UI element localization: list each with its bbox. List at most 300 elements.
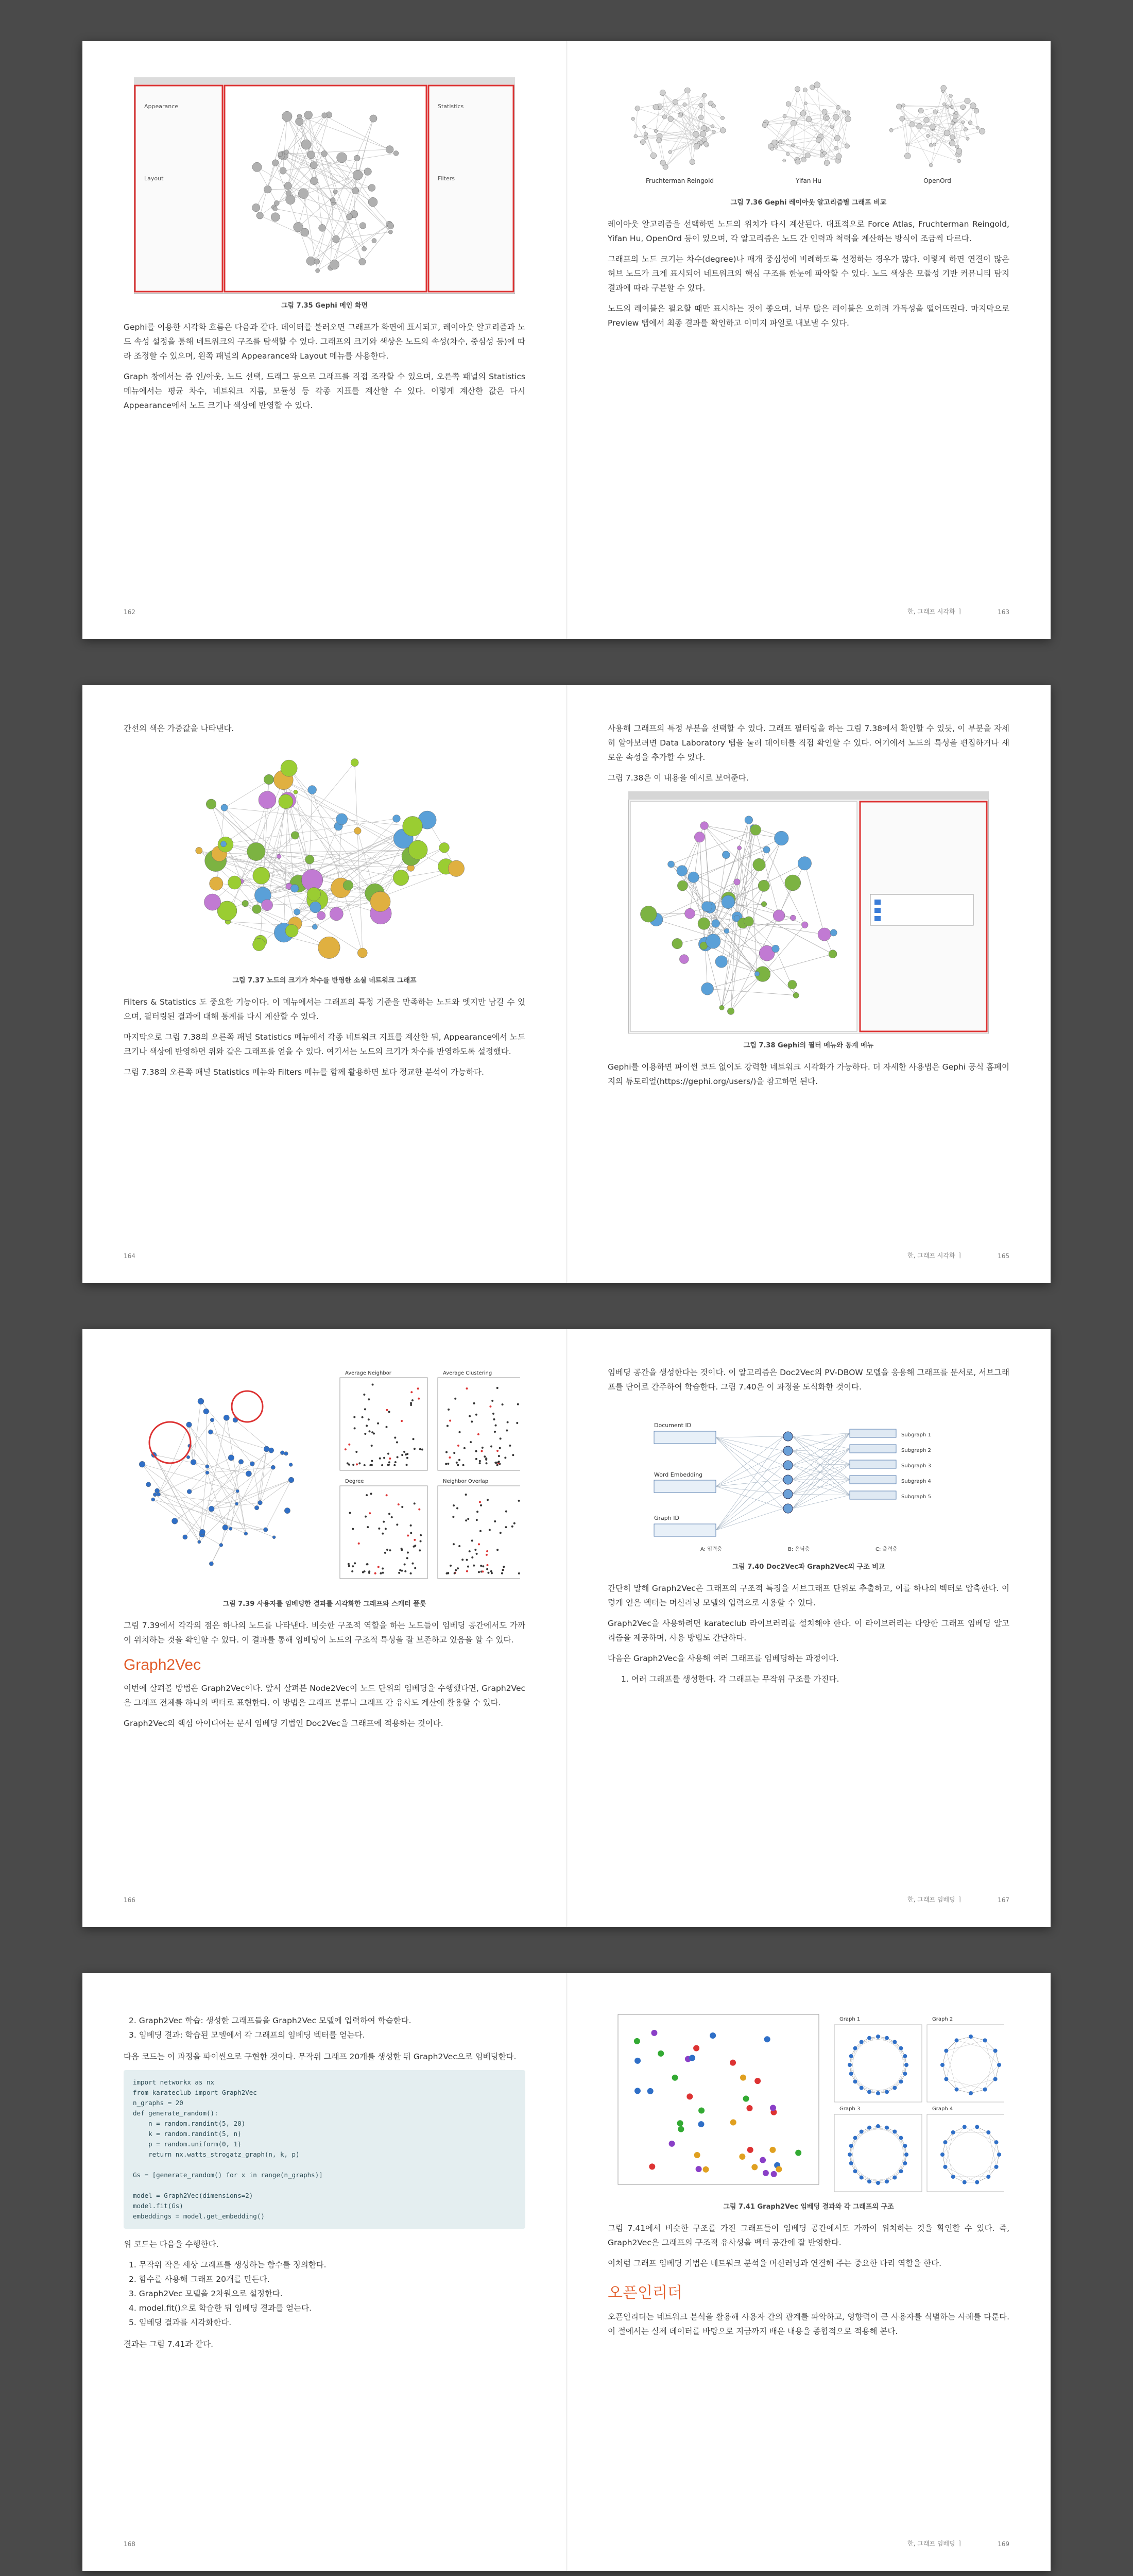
scatter-point — [364, 1408, 366, 1410]
graph-node — [271, 1465, 275, 1469]
graph-node — [946, 105, 950, 109]
graph-node — [834, 135, 840, 141]
scatter-point — [391, 1516, 393, 1518]
scatter-point — [389, 1549, 391, 1551]
graph-node — [734, 916, 740, 922]
graph-node — [805, 152, 810, 158]
graph-node — [772, 945, 780, 953]
figure-caption: 그림 7.36 Gephi 레이아웃 알고리즘별 그래프 비교 — [730, 199, 887, 207]
graph-node — [279, 794, 293, 809]
graph-node — [833, 114, 839, 121]
scatter-point — [466, 1387, 468, 1389]
graph-node — [803, 88, 807, 92]
svg-text:Filters: Filters — [438, 175, 455, 182]
graph-node — [785, 875, 801, 891]
graph-edge — [212, 1453, 283, 1509]
scatter-point — [494, 1520, 496, 1522]
graph-node — [737, 846, 741, 850]
graph-node — [386, 146, 393, 154]
svg-text:Appearance: Appearance — [144, 103, 179, 110]
scatter-point — [486, 1564, 488, 1566]
scatter-point — [394, 1437, 396, 1439]
graph-node — [712, 130, 715, 133]
graph-node — [997, 2063, 1001, 2067]
graph-node — [242, 900, 249, 907]
graph-node — [853, 2079, 857, 2083]
scatter-point — [496, 1549, 499, 1551]
scatter-point — [365, 1516, 367, 1518]
output-box — [850, 1491, 896, 1499]
graph-node — [962, 121, 965, 124]
graph-node — [993, 2049, 998, 2053]
graph-node — [899, 2046, 903, 2050]
graph-node — [198, 1398, 204, 1404]
scatter-point — [345, 1448, 347, 1450]
scatter-point — [447, 1463, 449, 1465]
graph-node — [790, 915, 796, 921]
page-number: 165 — [998, 1252, 1009, 1260]
scatter-point — [500, 1532, 502, 1534]
scatter-point — [467, 1518, 469, 1520]
graph-node — [284, 182, 291, 190]
scatter-point — [493, 1418, 495, 1420]
scatter-point — [386, 1549, 388, 1551]
graph-node — [305, 855, 314, 864]
scatter-point — [479, 1501, 481, 1503]
connection — [793, 1433, 850, 1480]
scatter-point — [469, 1550, 471, 1552]
scatter-point — [678, 2126, 684, 2132]
scatter-point — [396, 1441, 398, 1443]
graph-node — [968, 121, 972, 125]
scatter-point — [453, 1504, 455, 1506]
scatter-point — [348, 1565, 350, 1567]
graph-node — [393, 151, 399, 156]
scatter-point — [464, 1447, 466, 1449]
paragraph: 다음은 Graph2Vec을 사용해 여러 그래프를 임베딩하는 과정이다. — [608, 1654, 839, 1663]
scatter-point — [447, 1425, 449, 1427]
graph-edge — [765, 125, 803, 160]
scatter-point — [389, 1458, 391, 1460]
spread-2 — [82, 685, 1051, 1283]
graph-node — [186, 1455, 190, 1459]
connection — [716, 1494, 783, 1530]
scatter-point — [517, 1403, 519, 1405]
graph-node — [277, 854, 281, 859]
scatter-point — [466, 1570, 468, 1572]
graph-edge — [266, 1480, 291, 1530]
graph-node — [244, 1532, 248, 1535]
graph-node — [853, 2046, 857, 2050]
spread-3 — [82, 1329, 1051, 1927]
scatter-point — [651, 2030, 657, 2036]
scatter-point — [751, 2164, 758, 2170]
scatter-point — [354, 1427, 356, 1429]
figure-caption: 그림 7.39 사용자를 임베딩한 결과를 시각화한 그래프와 스캐터 플롯 — [222, 1600, 426, 1608]
scatter-point — [469, 1415, 471, 1417]
graph-node — [698, 918, 710, 929]
graph-node — [979, 128, 985, 134]
graph-node — [228, 876, 242, 889]
graph-node — [677, 880, 688, 891]
graph-node — [904, 2063, 908, 2067]
graph-edge — [812, 87, 838, 107]
svg-text:Layout: Layout — [144, 175, 164, 182]
scatter-point — [445, 1463, 447, 1465]
list-item: 2. Graph2Vec 학습: 생성한 그래프들을 Graph2Vec 모델에 입력하여 학습한다. — [129, 2016, 411, 2025]
graph-node — [957, 159, 961, 163]
graph-node — [332, 235, 339, 243]
graph-node — [146, 1482, 151, 1487]
graph-node — [904, 2153, 908, 2157]
graph-node — [359, 258, 366, 265]
scatter-point — [458, 1431, 460, 1433]
page-167 — [566, 1329, 1051, 1927]
graph-node — [351, 759, 358, 767]
graph-node — [970, 103, 976, 109]
graph-node — [298, 189, 308, 199]
graph-node — [668, 150, 672, 154]
scatter-point — [475, 1414, 477, 1416]
connection — [716, 1486, 783, 1494]
graph-node — [282, 111, 293, 122]
graph-node — [904, 153, 911, 159]
graph-node — [933, 110, 938, 114]
scatter-point — [487, 1572, 489, 1574]
scatter-point — [698, 2121, 704, 2127]
scatter-point — [754, 2078, 761, 2084]
diagram-label: Subgraph 3 — [901, 1463, 931, 1469]
graph-node — [903, 2144, 907, 2148]
scatter-point — [447, 1572, 449, 1574]
graph-node — [830, 929, 837, 936]
graph-node — [779, 141, 782, 144]
graph-node — [791, 144, 794, 147]
graph-node — [354, 827, 362, 835]
running-header: 한, 그래프 시각화 ㅣ — [907, 1252, 963, 1259]
graph-node — [969, 2035, 973, 2039]
graph-node — [762, 122, 767, 127]
graph-node — [654, 129, 658, 133]
graph-node — [370, 891, 390, 911]
running-header: 한, 그래프 시각화 ㅣ — [907, 608, 963, 615]
graph-node — [975, 2180, 979, 2184]
scatter-point — [382, 1572, 384, 1574]
social-network-graph — [170, 742, 479, 969]
graph-node — [955, 2038, 959, 2042]
graph-node — [388, 223, 394, 229]
graph-node — [370, 115, 377, 122]
graph-node — [892, 2130, 897, 2134]
scatter-point — [494, 1431, 496, 1433]
scatter-point — [479, 1462, 481, 1464]
connection — [716, 1436, 783, 1437]
graph-node — [944, 130, 950, 136]
graph-node — [290, 885, 299, 893]
connection — [716, 1437, 783, 1451]
graph-edge — [237, 1491, 246, 1533]
graph-node — [330, 260, 339, 269]
scatter-point — [480, 1504, 482, 1506]
page-168 — [82, 1973, 566, 2571]
diagram-legend: C: 출력층 — [876, 1547, 898, 1552]
graph-node — [896, 104, 901, 109]
scatter-point — [473, 1402, 475, 1404]
graph-node — [867, 2036, 871, 2040]
scatter-point — [696, 2166, 702, 2172]
scatter-point — [769, 2147, 776, 2153]
scatter-point — [474, 1549, 476, 1551]
highlight-circle — [149, 1422, 191, 1463]
scatter-point — [363, 1394, 365, 1396]
scatter-point — [486, 1568, 488, 1570]
scatter-point — [485, 1458, 487, 1460]
scatter-point — [397, 1456, 399, 1458]
graph-node — [388, 230, 392, 234]
scatter-point — [491, 1400, 493, 1402]
scatter-point — [372, 1384, 374, 1386]
scatter-point — [462, 1464, 465, 1466]
graph-edge — [260, 1449, 267, 1503]
graph-node — [259, 791, 276, 809]
paragraph: 다음 코드는 이 과정을 파이썬으로 구현한 것이다. 무작위 그래프 20개를 생성한 뒤 Graph2Vec으로 임베딩한다. — [124, 2052, 517, 2061]
graph-node — [301, 869, 322, 890]
scatter-point — [398, 1572, 400, 1574]
graph-node — [753, 858, 765, 871]
scatter-point — [730, 2119, 736, 2125]
graph-node — [693, 131, 699, 138]
graph-node — [860, 2040, 864, 2044]
graph-node — [253, 938, 265, 951]
graph-node — [900, 116, 905, 122]
graph-node — [273, 207, 278, 211]
scatter-point — [467, 1566, 469, 1568]
scatter-point — [384, 1552, 386, 1554]
list-item: 1. 여러 그래프를 생성한다. 각 그래프는 무작위 구조를 가진다. — [621, 1674, 839, 1684]
scatter-point — [512, 1454, 514, 1456]
running-header: 한, 그래프 임베딩 ㅣ — [907, 1896, 963, 1903]
scatter-point — [480, 1450, 483, 1452]
scatter-point — [398, 1503, 400, 1505]
graph-node — [909, 122, 915, 127]
graph-node — [336, 814, 348, 825]
scatter-point — [366, 1563, 368, 1565]
graph-node — [773, 910, 785, 922]
graph-node — [836, 105, 840, 109]
plot-frame — [340, 1486, 427, 1579]
connection — [716, 1509, 783, 1530]
scatter-point — [516, 1422, 518, 1424]
connection — [716, 1486, 783, 1509]
graph-node — [359, 223, 366, 229]
diagram-legend: A: 입력층 — [700, 1547, 723, 1552]
page-number: 169 — [998, 2540, 1009, 2548]
layout-label-3: OpenOrd — [923, 177, 951, 184]
scatter-point — [482, 1565, 484, 1567]
scatter-point — [471, 1539, 473, 1541]
paragraph: 그림 7.38의 오른쪽 패널 Statistics 메뉴와 Filters 메뉴를 함께 활용하면 보다 정교한 분석이 가능하다. — [124, 1067, 484, 1077]
scatter-point — [455, 1569, 457, 1571]
graph-node — [694, 832, 705, 842]
scatter-point — [420, 1534, 422, 1536]
scatter-point — [410, 1524, 412, 1527]
graph-node — [321, 150, 328, 157]
scatter-point — [354, 1562, 356, 1564]
graph-edge — [235, 1420, 271, 1450]
graph-node — [899, 2079, 903, 2083]
connection — [793, 1436, 850, 1480]
connection — [793, 1464, 850, 1494]
panel-title: Average Neighbor — [345, 1370, 391, 1376]
connection — [793, 1449, 850, 1451]
graph-node — [917, 123, 922, 129]
graph-node — [183, 1535, 187, 1539]
graph-node — [650, 152, 657, 159]
graph-node — [151, 1498, 155, 1501]
scatter-point — [689, 2055, 695, 2061]
scatter-point — [513, 1522, 516, 1524]
scatter-point — [457, 1464, 459, 1466]
spread-1 — [82, 41, 1051, 639]
graph-node — [187, 1489, 192, 1494]
scatter-point — [478, 1543, 480, 1545]
graph-node — [209, 1506, 214, 1512]
graph-node — [660, 160, 666, 166]
scatter-point — [698, 2107, 705, 2113]
graph-node — [823, 151, 827, 155]
graph-node — [252, 162, 262, 172]
scatter-point — [518, 1500, 520, 1502]
graph-node — [284, 150, 289, 155]
scatter-point — [410, 1404, 412, 1406]
figure-caption: 그림 7.35 Gephi 메인 화면 — [281, 302, 368, 310]
graph-node — [793, 992, 799, 998]
scatter-point — [406, 1557, 408, 1559]
scatter-point — [362, 1416, 364, 1418]
graph-node — [955, 2088, 959, 2092]
scatter-point — [465, 1519, 467, 1521]
graph-node — [294, 909, 300, 916]
graph-node — [704, 142, 709, 146]
graph-node — [284, 1452, 288, 1456]
graph-edge — [194, 1401, 201, 1462]
plot-frame — [340, 1378, 427, 1470]
panel-title: Graph 4 — [932, 2106, 953, 2112]
scatter-point — [509, 1445, 511, 1447]
scatter-point — [693, 2045, 699, 2051]
graph-node — [286, 191, 291, 196]
graph-node — [264, 1528, 268, 1532]
scatter-point — [394, 1461, 397, 1463]
diagram-label: Word Embedding — [654, 1471, 703, 1478]
graph-edge — [227, 1418, 246, 1534]
scatter-point — [505, 1511, 507, 1513]
code-block: import networkx as nx from karateclub import Graph2Vec n_graphs = 20 def generate_random(): n = random.randint(5, 20) k = random.randint(5, n) p = random.uniform(0, 1) return nx.watts_strogatz_graph(n, k, p) Gs = [generate_random() for x in range(n_graphs)] model = Graph2Vec(dimensions=2) model.fit(Gs) embeddings = model.get_embedding() — [124, 2070, 525, 2229]
graph-edge — [714, 106, 723, 118]
graph-node — [408, 840, 427, 859]
scatter-point — [407, 1534, 409, 1536]
diagram-label: Subgraph 2 — [901, 1448, 931, 1453]
graph-node — [644, 132, 648, 136]
graph-node — [943, 2165, 947, 2169]
scatter-point — [647, 2088, 654, 2094]
output-box — [850, 1445, 896, 1453]
graph-node — [929, 163, 933, 167]
scatter-point — [649, 2163, 655, 2170]
connection — [716, 1480, 783, 1530]
graph-node — [770, 147, 774, 151]
graph-node — [337, 152, 347, 163]
graph-node — [892, 2086, 897, 2090]
page-number: 163 — [998, 608, 1009, 616]
graph-node — [845, 116, 851, 122]
graph-node — [253, 867, 270, 884]
diagram-legend: B: 은닉층 — [788, 1547, 810, 1552]
section-heading: 오픈인리더 — [608, 2284, 682, 2301]
scatter-point — [401, 1420, 403, 1422]
graph-node — [343, 880, 353, 891]
graph-node — [653, 105, 659, 110]
graph-node — [153, 1493, 157, 1497]
graph-node — [876, 2181, 880, 2185]
graph-node — [860, 2175, 864, 2179]
paragraph: Gephi를 이용하면 파이썬 코드 없이도 강력한 네트워크 시각화가 가능하다. 더 자세한 사용법은 Gephi 공식 홈페이지의 튜토리얼(https://gephi.org/users/)을 참고하면 된다. — [608, 1062, 1009, 1086]
graph-node — [310, 162, 317, 169]
graph-node — [814, 82, 820, 88]
graph-node — [278, 152, 283, 157]
graph-node — [252, 905, 261, 913]
scatter-point — [410, 1391, 413, 1393]
graph-node — [720, 116, 724, 120]
scatter-point — [496, 1450, 499, 1452]
scatter-point — [500, 1437, 502, 1439]
scatter-point — [449, 1420, 451, 1422]
graph-node — [955, 145, 959, 148]
graph-node — [307, 887, 320, 901]
graph-node — [307, 151, 315, 159]
graph-node — [951, 121, 954, 125]
graph-node — [264, 1446, 269, 1452]
page-number: 168 — [124, 2540, 135, 2548]
graph-edge — [189, 1425, 246, 1533]
graph-node — [818, 928, 831, 941]
graph-node — [701, 902, 712, 912]
scatter-point — [387, 1453, 389, 1455]
graph-node — [286, 195, 295, 204]
scatter-point — [401, 1454, 403, 1456]
scatter-point — [634, 2038, 640, 2044]
graph-node — [867, 2090, 871, 2094]
scatter-point — [388, 1513, 390, 1515]
graph-node — [679, 955, 689, 964]
graph-edge — [636, 108, 638, 136]
graph-node — [774, 831, 788, 845]
graph-edge — [766, 116, 784, 123]
scatter-point — [368, 1398, 370, 1400]
scatter-point — [387, 1464, 389, 1466]
scatter-point — [739, 2154, 745, 2160]
neuron — [783, 1446, 793, 1455]
graph-node — [631, 117, 635, 121]
graph-node — [940, 2153, 945, 2157]
graph-node — [763, 846, 770, 853]
graph-node — [439, 842, 450, 853]
graph-node — [247, 842, 265, 860]
paragraph: Graph 창에서는 줌 인/아웃, 노드 선택, 드래그 등으로 그래프를 직접 조작할 수 있으며, 오른쪽 패널의 Statistics 메뉴에서는 평균 차수, 네트워크 지름, 모듈성 등 각종 지표를 계산할 수 있다. 이렇게 계산한 값은 다시 Appearance에서 노드 크기나 색상에 반영할 수 있다. — [124, 372, 525, 410]
graph-edge — [805, 104, 838, 108]
scatter-point — [499, 1447, 501, 1449]
graph-node — [889, 128, 893, 132]
